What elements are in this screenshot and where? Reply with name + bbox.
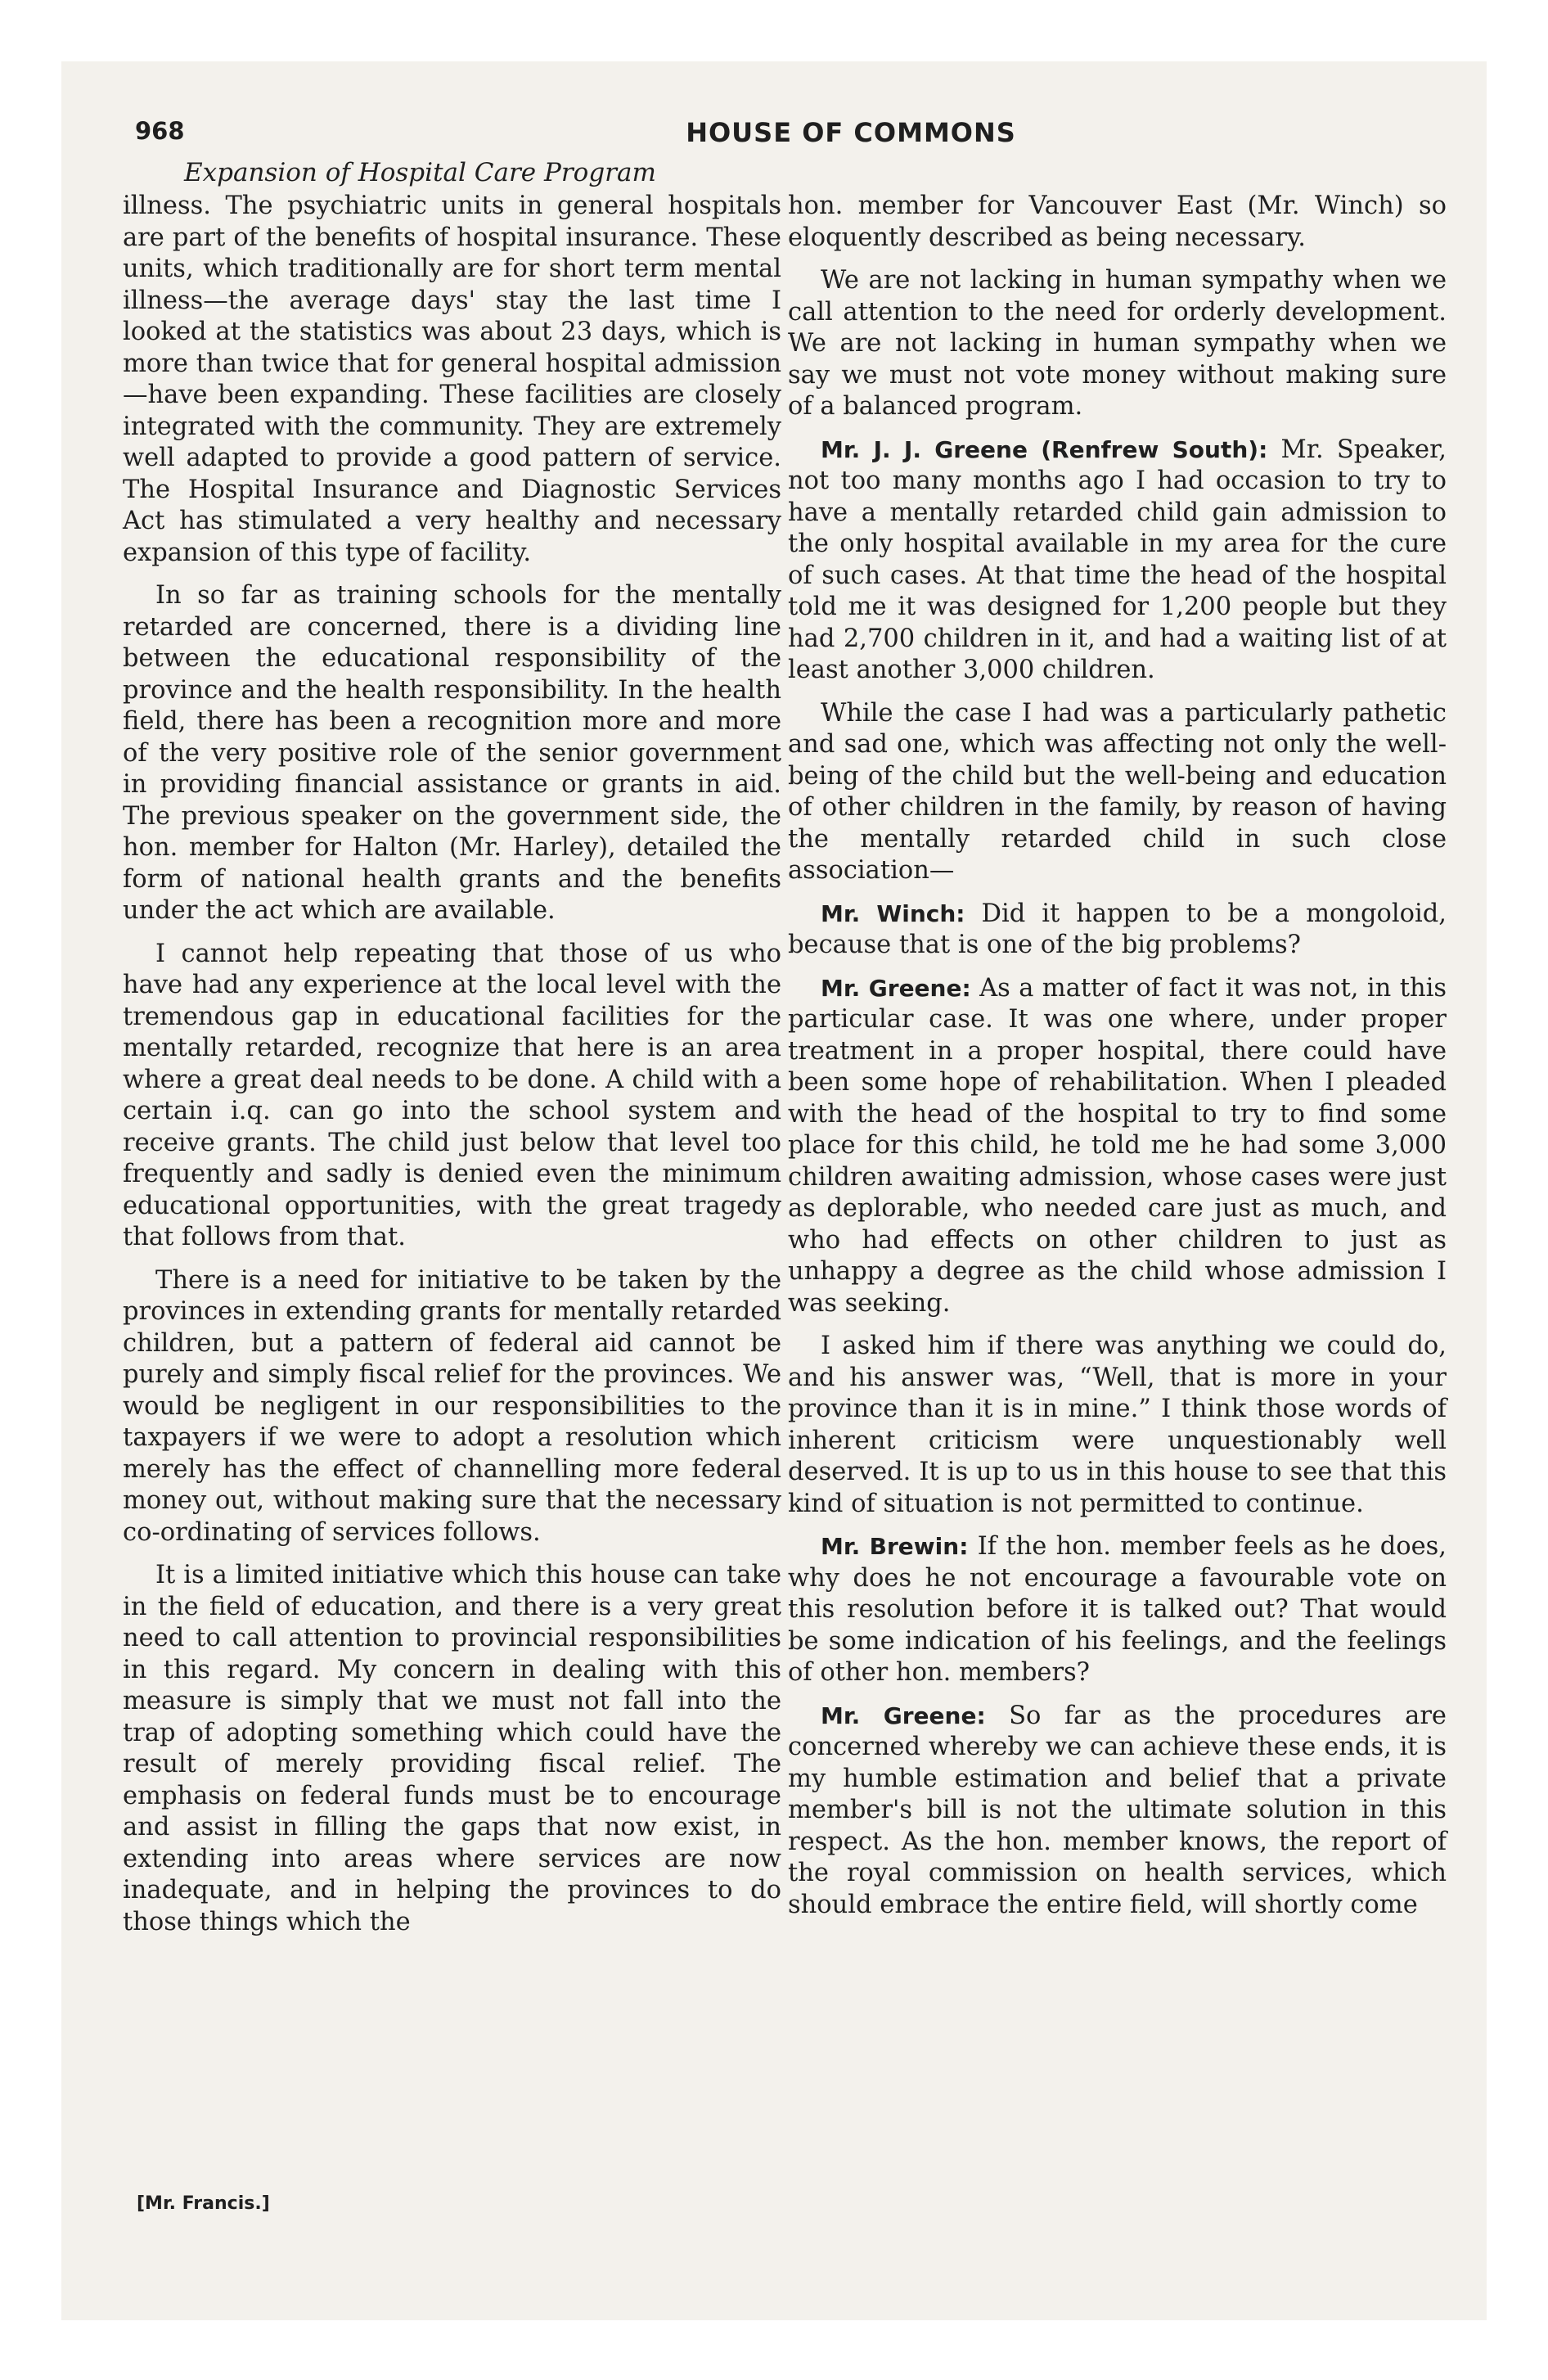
speech-text: Mr. Speaker, not too many months ago I had occasion to try to have a mentally retarded child gain admission to the only hospital available in my area for the cure of such cases. At that time the head of the hospital told me it was designed for 1,200 people but they had 2,700 children in it, and had a waiting list of at least another 3,000 children. <box>788 435 1447 684</box>
speech <box>788 435 1447 687</box>
paragraph: illness. The psychiatric units in general hospitals are part of the benefits of hospital insurance. These units, which traditionally are for short term mental illness—the average days' stay the last time I looked at the statistics was about 23 days, which is more than twice that for general hospital admission—have been expanding. These facilities are closely integrated with the community. They are extremely well adapted to provide a good pattern of service. The Hospital Insurance and Diagnostic Services Act has stimulated a very healthy and necessary expansion of this type of facility. <box>123 192 781 567</box>
speaker-name: Mr. Greene: <box>821 1702 986 1729</box>
paragraph: It is a limited initiative which this house can take in the field of education, and there is a very great need to call attention to provincial responsibilities in this regard. My concern in dealing with this measure is simply that we must not fall into the trap of adopting something which could have the result of merely providing fiscal relief. The emphasis on federal funds must be to encourage and assist in filling the gaps that now exist, in extending into areas where services are now inadequate, and in helping the provinces to do those things which the <box>123 1561 781 1936</box>
running-subject: Expansion of Hospital Care Program <box>184 158 656 187</box>
left-column <box>123 191 781 1950</box>
speaker-name: Mr. Winch: <box>821 899 965 927</box>
speech-text: As a matter of fact it was not, in this particular case. It was one where, under proper treatment in a proper hospital, there could have been some hope of rehabilitation. When I pleaded with the head of the hospital to try to find some place for this child, he told me he had some 3,000 children awaiting admission, whose cases were just as deplorable, who needed care just as much, and who had effects on other children to just as unhappy a degree as the child whose admission I was seeking. <box>788 973 1447 1318</box>
speaker-name: Mr. Greene: <box>821 974 971 1002</box>
paragraph: I cannot help repeating that those of us who have had any experience at the local level with the tremendous gap in educational facilities for the mentally retarded, recognize that here is an area where a great deal needs to be done. A child with a certain i.q. can go into the school system and receive grants. The child just below that level too frequently and sadly is denied even the minimum educational opportunities, with the great tragedy that follows from that. <box>123 939 781 1251</box>
speaker-name: Mr. Brewin: <box>821 1533 969 1560</box>
page-number: 968 <box>135 117 185 145</box>
speech-text: If the hon. member feels as he does, why does he not encourage a favourable vote on this resolution before it is talked out? That would be some indication of his feelings, and the feelings of other hon. members? <box>788 1532 1447 1687</box>
right-column <box>788 191 1447 1932</box>
page-header <box>135 117 1444 158</box>
speaker-name: Mr. J. J. Greene (Renfrew South): <box>821 435 1268 463</box>
paragraph: There is a need for initiative to be taken by the provinces in extending grants for mentally retarded children, but a pattern of federal aid cannot be purely and simply fiscal relief for the provinces. We would be negligent in our responsibilities to the taxpayers if we were to adopt a resolution which merely has the effect of channelling more federal money out, without making sure that the necessary co-ordinating of services follows. <box>123 1265 781 1547</box>
paragraph: I asked him if there was anything we could do, and his answer was, “Well, that is more in your province than it is in mine.” I think those words of inherent criticism were unquestionably well deserved. It is up to us in this house to see that this kind of situation is not permitted to continue. <box>788 1332 1447 1518</box>
speech <box>788 899 1447 962</box>
speaker-reference: [Mr. Francis.] <box>137 2193 270 2214</box>
speech-text: So far as the procedures are concerned whereby we can achieve these ends, it is my humble estimation and belief that a private member's bill is not the ultimate solution in this respect. As the hon. member knows, the report of the royal commission on health services, which should embrace the entire field, will shortly come <box>788 1701 1447 1919</box>
paragraph: In so far as training schools for the mentally retarded are concerned, there is a dividing line between the educational responsibility of the province and the health responsibility. In the health field, there has been a recognition more and more of the very positive role of the senior government in providing financial assistance or grants in aid. The previous speaker on the government side, the hon. member for Halton (Mr. Harley), detailed the form of national health grants and the benefits under the act which are available. <box>123 581 781 925</box>
speech <box>788 1701 1447 1922</box>
speech <box>788 1531 1447 1689</box>
paragraph: While the case I had was a particularly pathetic and sad one, which was affecting not only the well-being of the child but the well-being and education of other children in the family, by reason of having the mentally retarded child in such close association— <box>788 698 1447 885</box>
paragraph: hon. member for Vancouver East (Mr. Winch) so eloquently described as being necessary. <box>788 192 1447 252</box>
page <box>61 61 1487 2320</box>
speech-text: Did it happen to be a mongoloid, because that is one of the big problems? <box>788 899 1447 959</box>
paragraph: We are not lacking in human sympathy when we call attention to the need for orderly development. We are not lacking in human sympathy when we say we must not vote money without making sure of a balanced program. <box>788 266 1447 421</box>
journal-title: HOUSE OF COMMONS <box>686 117 1016 148</box>
speech <box>788 973 1447 1320</box>
